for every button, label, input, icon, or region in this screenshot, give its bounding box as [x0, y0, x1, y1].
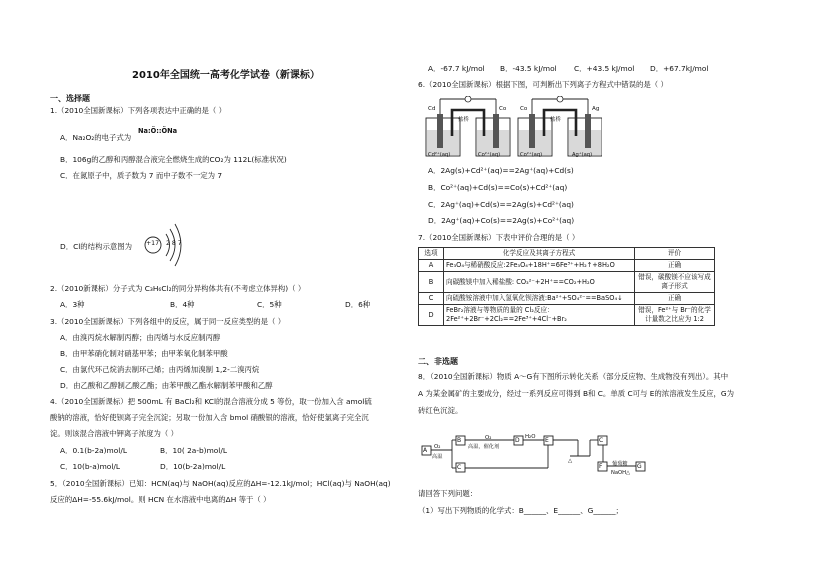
solution-co2b-label: Co²⁺(aq)	[520, 152, 543, 158]
q8-line-2: A 为某金属矿的主要成分，经过一系列反应可得到 B和 C。单质 C可与 E的浓溶液发生反应，G为	[418, 389, 735, 398]
q3-option-c: C．由氯代环己烷消去制环己烯；由丙烯加溴制 1,2-二溴丙烷	[60, 365, 260, 374]
table-cell: FeBr₂溶液与等物质的量的 Cl₂反应：2Fe²⁺+2Br⁻+2Cl₂==2Fe³⁺+4Cl⁻+Br₂	[444, 305, 635, 326]
q3-option-b: B．由甲苯硝化制对硝基甲苯；由甲苯氧化制苯甲酸	[60, 349, 228, 358]
q2-stem: 2.（2010新课标）分子式为 C₃H₆Cl₂的同分异构体共有(不考虑立体异构)（ ）	[50, 284, 306, 293]
table-cell: 向碳酸镁中加入稀盐酸: CO₃²⁻+2H⁺==CO₂+H₂O	[444, 272, 635, 293]
q6-option-c: C．2Ag⁺(aq)+Cd(s)==2Ag(s)+Cd²⁺(aq)	[428, 200, 574, 209]
chlorine-shell-label: 2 8 7	[166, 240, 182, 247]
h2o-label: H₂O	[525, 434, 536, 440]
q3-stem: 3.（2010全国新课标）下列各组中的反应，属于同一反应类型的是（ ）	[50, 317, 286, 326]
electrode-ag-label: Ag	[592, 106, 600, 112]
table-header-cell: 评价	[635, 248, 715, 260]
q5-line-1: 5．（2010全国新课标）已知：HCN(aq)与 NaOH(aq)反应的ΔH=-12.1kJ/mol；HCl(aq)与 NaOH(aq)	[50, 479, 391, 488]
table-row	[419, 293, 715, 305]
high-temp-label: 高温	[432, 454, 443, 460]
q8-ask: 请回答下列问题：	[418, 489, 478, 498]
q2-option-a: A．3种	[60, 300, 85, 309]
q2-option-b: B．4种	[170, 300, 195, 309]
q1-electron-formula: Na:Ö::ÖNa	[138, 127, 178, 135]
q3-option-d: D．由乙酸和乙醇制乙酸乙酯；由苯甲酸乙酯水解制苯甲酸和乙醇	[60, 381, 273, 390]
table-cell: Fe₃O₄与稀硝酸反应:2Fe₃O₄+18H⁺=6Fe³⁺+H₂↑+8H₂O	[444, 260, 635, 272]
salt-bridge-label: 盐桥	[458, 117, 469, 123]
q5-option-d: D．+67.7kJ/mol	[650, 64, 709, 73]
section-heading-nonchoice: 二、非选题	[418, 357, 458, 366]
electrode-cd-label: Cd	[428, 106, 436, 112]
q2-option-d: D．6种	[345, 300, 371, 309]
q1-option-d: D．Cl的结构示意图为	[60, 242, 133, 251]
page-title: 2010年全国统一高考化学试卷（新课标）	[132, 70, 320, 81]
q4-line-1: 4.（2010全国新课标）把 500mL 有 BaCl₂和 KCl的混合溶液分成 5 等份，取一份加入含 amol硫	[50, 397, 372, 406]
table-row	[419, 305, 715, 326]
node-d-label: D	[515, 437, 520, 444]
q6-option-a: A．2Ag(s)+Cd²⁺(aq)==2Ag⁺(aq)+Cd(s)	[428, 166, 574, 175]
table-cell: D	[419, 305, 444, 326]
q5-option-a: A．-67.7 kJ/mol	[428, 64, 485, 73]
table-cell: B	[419, 272, 444, 293]
section-heading-choice: 一、选择题	[50, 94, 90, 103]
table-row	[419, 260, 715, 272]
reaction-flow-diagram	[418, 434, 668, 484]
q1-stem: 1.（2010全国新课标）下列各项表达中正确的是（ ）	[50, 106, 227, 115]
q5-line-2: 反应的ΔH=-55.6kJ/mol。则 HCN 在水溶液中电离的ΔH 等于（ ）	[50, 495, 271, 504]
q1-option-b: B．106g的乙醇和丙醇混合液完全燃烧生成的CO₂为 112L(标准状况)	[60, 155, 287, 164]
naoh-label: NaOH△	[611, 470, 631, 476]
table-cell: 正确	[635, 293, 715, 305]
delta-label: △	[568, 458, 573, 464]
solution-co2-label: Co²⁺(aq)	[478, 152, 501, 158]
catalyst-label: 高温，催化剂	[468, 444, 500, 450]
q5-option-c: C．+43.5 kJ/mol	[574, 64, 635, 73]
q8-sub1: （1）写出下列物质的化学式：B______、E______、G______；	[418, 506, 623, 515]
node-c-label: C	[457, 464, 462, 471]
node-b-label: B	[457, 437, 462, 444]
q6-stem: 6.（2010全国新课标）根据下图，可判断出下列离子方程式中错误的是（ ）	[418, 80, 668, 89]
q3-option-a: A．由溴丙烷水解制丙醇；由丙烯与水反应制丙醇	[60, 333, 221, 342]
solution-ag-label: Ag⁺(aq)	[572, 152, 593, 158]
glucose-label: 葡萄糖	[612, 461, 628, 467]
node-a-label: A	[423, 447, 428, 454]
q1-option-a: A．Na₂O₂的电子式为	[60, 133, 132, 142]
q1-option-c: C．在氮原子中，质子数为 7 而中子数不一定为 7	[60, 171, 223, 180]
q8-line-1: 8．（2010全国新课标）物质 A～G有下图所示转化关系（部分反应物、生成物没有列出）。其中	[418, 372, 729, 381]
electrode-co-label-2: Co	[520, 106, 528, 112]
solution-cd2-label: Cd²⁺(aq)	[428, 152, 451, 158]
q6-option-d: D．2Ag⁺(aq)+Co(s)==2Ag(s)+Co²⁺(aq)	[428, 216, 575, 225]
q4-option-d: D．10(b-2a)mol/L	[160, 462, 226, 471]
node-e-label: E	[545, 437, 549, 444]
q4-option-b: B．10( 2a-b)mol/L	[160, 446, 227, 455]
table-cell: 错误，碳酸镁不应该写成离子形式	[635, 272, 715, 293]
table-cell: A	[419, 260, 444, 272]
table-header-cell: 选项	[419, 248, 444, 260]
q4-line-3: 淀。则该混合溶液中钾离子浓度为（ ）	[50, 429, 178, 438]
node-c2-label: C	[599, 437, 604, 444]
table-header-row	[419, 248, 715, 260]
o2-label-2: O₂	[485, 435, 492, 441]
chlorine-nucleus-label: +17	[146, 240, 160, 247]
table-header-cell: 化学反应及其离子方程式	[444, 248, 635, 260]
table-cell: 向硫酸铵溶液中加入氢氧化钡溶液:Ba²⁺+SO₄²⁻==BaSO₄↓	[444, 293, 635, 305]
q6-option-b: B．Co²⁺(aq)+Cd(s)==Co(s)+Cd²⁺(aq)	[428, 183, 568, 192]
node-f-label: F	[599, 463, 603, 470]
q8-line-3: 砖红色沉淀。	[418, 406, 463, 415]
table-cell: 正确	[635, 260, 715, 272]
electrode-co-label: Co	[499, 106, 507, 112]
table-cell: C	[419, 293, 444, 305]
node-g-label: G	[637, 463, 642, 470]
salt-bridge-label-2: 盐桥	[550, 117, 561, 123]
q7-evaluation-table	[418, 247, 715, 326]
q4-option-c: C．10(b-a)mol/L	[60, 462, 120, 471]
table-row	[419, 272, 715, 293]
table-cell: 错误，Fe²⁺与 Br⁻的化学计量数之比应为 1:2	[635, 305, 715, 326]
o2-label-1: O₂	[434, 444, 441, 450]
q5-option-b: B．-43.5 kJ/mol	[500, 64, 557, 73]
q7-stem: 7.（2010全国新课标）下表中评价合理的是（ ）	[418, 233, 580, 242]
q4-option-a: A．0.1(b-2a)mol/L	[60, 446, 127, 455]
q2-option-c: C．5种	[257, 300, 282, 309]
q4-line-2: 酸钠的溶液，恰好使钡离子完全沉淀；另取一份加入含 bmol 硝酸银的溶液，恰好使氯离子完全沉	[50, 413, 369, 422]
